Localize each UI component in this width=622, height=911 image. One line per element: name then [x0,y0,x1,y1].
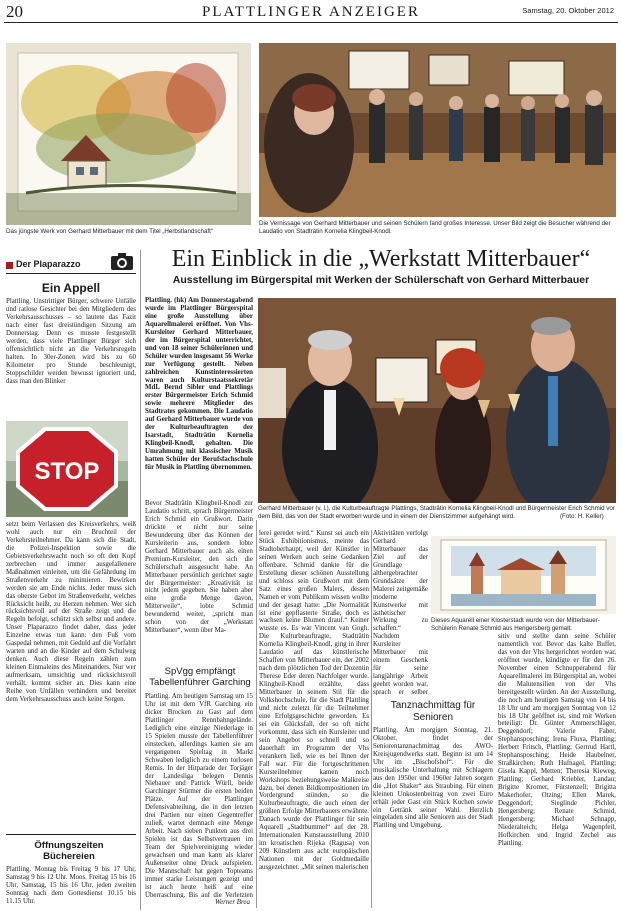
header-rule [4,22,618,23]
plaparazzo-marker [6,262,13,269]
toast-caption: Gerhard Mitterbauer (v. l.), die Kulturbeauftragte Plattlings, Stadträtin Kornelia Klingbeil-Knodl und Bürgermeister Erich Schmid vor dem Bild, das von der Stadt erworben wurde und in einem der Dienstzimmer aufgehängt wird. [258,505,615,520]
column-divider-2 [256,520,257,908]
stop-sign-photo [6,421,128,517]
tanz-text: Plattling. Am morgigen Sonntag, 21. Oktober, findet der Seniorentanznachmittag des AWO-Kreisjugendwerks statt. Beginn ist um 14 Uhr im „Bischofshof“. Für die musikalische Unterhaltung mit Schlagern aus den 1950er und 1960er Jahren sorgen die „Hot Shaker“ aus Straubing. Für einen kleinen Unkostenbeitrag von zwei Euro erhält jeder Gast ein Stück Kuchen sowie ein Getränk seiner Wahl. Herzlich eingeladen sind alle Senioren aus der Stadt Plattling und Umgebung. [373,727,493,830]
appell-text-top: Plattling. Unstrittiger Bürger, schwere Unfälle und ratlose Gesichter bei den Mitgliedern des Verkehrsausschusses – so lautete das Fazit nach einer fast dreistündigen Sitzung am Donnerstag. Denn es musste festgestellt werden, dass viele Plattlinger Bürger sich offensichtlich nicht an die Verkehrsregeln halten. In 30er-Zonen wird bis zu 60 Kilometer pro Stunde beschleunigt, Stoppschilder werden bewusst ignoriert und, dass man den Blinker [6,298,136,385]
toast-credit: (Foto: H. Keller) [560,513,604,520]
crowd-photo [259,43,616,217]
aquarell-caption: Dieses Aquarell einer Klosterstadt wurde von der Mitterbauer-Schülerin Renate Schmid aus Hengersberg gemalt. [431,617,600,632]
lead-paragraph: Plattling. (hk) Am Donnerstagabend wurde im Plattlinger Bürgerspital eine große Ausstellung über Aquarellmalerei eröffnet. Von Vhs-Kursleiter Gerhard Mitterbauer, der im Bürgerspital unterrichtet, und von 18 seiner Schülerinnen und Schüler wurden insgesamt 56 Werke zur Verfügung gestellt. Neben zahlreichen Kunstinteressierten waren auch Kulturstaatssekretär MdL Bernd Sibler und Plattlings erster Bürgermeister Erich Schmid sowie mehrere Mitglieder des Stadtrates gekommen. Die Laudatio auf Gerhard Mitterbauer wurde von der Kulturbeauftragten der Isarstadt, Stadträtin Kornelia Klingbeil-Knodl, gehalten. Die Umrahmung mit klassischer Musik hatten Schüler der Berufsfachschule für Musik in Plattling übernommen. [145,297,253,472]
aquarell-photo [431,536,616,614]
column-divider [140,250,141,910]
column-2-text: lerei geredet wird.“ Kunst sei auch ein Stück Exhibitionismus, meinte das Stadtoberhaupt, weil der Künstler in seinen Werken auch seine Gedanken offenbare. Schmid dankte für die Erstellung dieser schönen Ausstellung und schloss sein Grußwort mit dem Satz eines großen Malers, dessen Namen er vom Publikum wissen wollte und der gesagt hatte: „Die Normalität ist eine gepflasterte Straße, doch es wachsen keine Blumen drauf.“ Keiner wusste es. Es war Vincent van Gogh. Die Kulturbeauftragte, Stadträtin Kornelia Klingbeil-Knodl, ging in ihrer Laudatio auf das künstlerische Schaffen von Mitterbauer ein, der 2002 nach dem plötzlichen Tod der Dozentin Therese Eder deren Nachfolger wurde. Klingbeil-Knodl erzählte, dass Mitterbauer in seinem Stil für die Volkshochschule, für die Stadt Plattling und nicht zuletzt für die Teilnehmer eine Erfolgsgeschichte geworden. Es sei ein Glücksfall, der so oft nicht vorkommt, dass sich ein Kursleiter und sein Angebot so schnell und so dauerhaft im Programm der Vhs verankern ließ, wie es bei Ihnen der Fall war. Für die fortgeschrittenen Kursteilnehmer kamen noch Workshops beziehungsweise Malkreise dazu, bei denen Bildkompositionen im Vordergrund stünden, so die Kulturbeauftragte, die auch einen der größten Erfolge Mitterbauers erwähnte. Danach wurde der Plattlinger für sein Aquarell „Stadtbummel“ auf der 28. Internationalen Kunstausstellung 2010 im kroatischen Rijeka (Ragusa) von 209 Künstlern aus acht europäischen Nationen mit der Goldmedaille ausgezeichnet. „Mit seinen malerischen [259,530,369,872]
plaparazzo-rule [6,273,136,274]
buecherei-text: Plattling. Montag bis Freitag 9 bis 17 Uhr, Samstag 9 bis 12 Uhr. Moos. Freitag 15 bis 16 Uhr, Samstag, 15 bis 16 Uhr, jeden zweiten Sonntag nach dem Gottesdienst 10.15 bis 11.15 Uhr. [6,866,136,905]
spvgg-title: SpVgg empfängt Tabellenführer Garching [149,666,251,688]
main-subhead: Ausstellung im Bürgerspital mit Werken der Schülerschaft von Gerhard Mitterbauer [172,274,590,286]
newspaper-title: PLATTLINGER ANZEIGER [202,4,420,20]
buecherei-title: Öffnungszeiten Büchereien [34,840,104,862]
appell-title: Ein Appell [41,281,101,295]
painting-photo [6,43,251,225]
appell-text-bottom: setzt beim Verlassen des Kreisverkehrs, weiß wohl auch nur ein Bruchteil der Verkehrsteilnehmer. Da kann sich die Stadt, die Polizei-Inspektion sowie die Gebietsverkehrswacht noch so oft den Kopf zerbrechen und immer ausgefallenere Maßnahmen einleiten, um die Gefährdung im Straßenverkehr zu minimieren. Bewirken werden sie am Ende nichts. Jeder muss sich das oberste Gebot im Straßenverkehr, welches Rücksicht heißt, zu Herzen nehmen. Wer sich rücksichtsvoll auf der Straße zeigt und die Regeln befolgt, schützt sich selbst und andere. Unser Plaparazzo findet daher, dass jeder Einzelne etwas tun kann: den Fuß vom Gaspedal nehmen, mit Geduld auf die Vorfahrt warten und an die Kinder auf dem Schulweg denken. Auch diese Regeln zählen zum kleinen Einmaleins des Miteinanders. Nur wer aufmerksam, umsichtig und rücksichtsvoll verhält, kommt sicher an. Dies kann eine Reihe von Unfällen verhindern und bereitet dem Verkehrsausschuss auch keine Sorgen. [6,521,136,703]
painting-caption: Das jüngste Werk von Gerhard Mitterbauer mit dem Titel „Herbstlandschaft“ [6,228,213,235]
tanz-title: Tanznachmittag für Senioren [390,700,476,723]
crowd-caption: Die Vernissage von Gerhard Mitterbauer und seinen Schülern fand großes Interesse. Unser Bild zeigt die Besucher während der Laudatio von Stadträtin Kornelia Klingbeil-Knodl. [259,220,611,235]
page-number: 20 [6,2,23,21]
spvgg-author: Werner Brea [215,899,250,906]
plaparazzo-label: Der Plaparazzo [16,259,81,269]
column-4-text: sitiv und stellte dann seine Schüler namentlich vor. Bevor das kalte Buffet, das von der Vhs hergerichtet worden war, eröffnet wurde, kündigte er für den 26. November einen Schnupperabend für Aquarellmalerei im Bürgerspital an, wobei die Malutensilien von der Vhs bereitgestellt würden. An der Ausstellung, die noch am heutigen Samstag von 14 bis 18 Uhr und am morgigen Sonntag von 12 bis 18 Uhr geöffnet ist, sind mit Werken beteiligt: Dr. Günter Ammerschläger, Deggendorf; Valerie Faber, Stephansposching; Irena Fluxa, Plattling; Herbert Fritsch, Plattling; Gertrud Hartl, Stephansposching; Heide Haubelner, Straßkirchen; Ruth Hufnagel, Plattling; Gisela Kappl, Metten; Theresia Kieweg, Plattling; Gerhard Kriebler, Landau; Brigitte Kromer, Fürstenzell; Brigitta Makerhofer, Otzing; Ellen Marek, Deggendorf; Sieglinde Pichler, Hengersberg; Renate Schmid, Hengersberg; Michael Schnapp, Niederalteich; Helga Wagenpfeil, Hofkirchen und Ingrid Zechel aus Plattling. [498,633,616,847]
column-divider-3 [371,530,372,908]
issue-date: Samstag, 20. Oktober 2012 [522,6,614,15]
toast-photo [258,298,616,503]
stop-sign-text: STOP [34,458,100,485]
column-1-text: Bevor Stadträtin Klingbeil-Knodl zur Laudatio schritt, sprach Bürgermeister Erich Schmid ein Grußwort. Darin drückte er nicht nur seine Bewunderung über das Können der Kursleiterin aus, sondern lobte Gerhard Mitterbauer auch als einen Premium-Kursleiter, den sich die Schülerschaft ausgesucht habe. An Mitterbauer persönlich gerichtet sagte der Bürgermeister: „Kreativität ist nicht jedem gegeben. Sie haben aber eine große Menge davon, Mitterweile“, lobte Schmid bewundernd weiter, „spricht man schon von der „Werkstatt Mitterbauer“, wenn über Ma- [145,500,253,635]
spvgg-text: Plattling. Am heutigen Samstag um 15 Uhr ist mit dem VfR Garching ein dicker Brocken zu Gast auf dem Plattlinger Rennbahngelände. Lediglich eine einzige Niederlage in 15 Spielen musste der Tabellenführer einstecken, allerdings kamen sie am vergangenen Spieltag in Markt Schwaben lediglich zu einem torlosen Remis. In der Hitparade der Torjäger der Landesliga belegen Dennis Niebauer und Patrick Würll, beide Garchinger Stürmer die ersten beiden Plätze. Auf der Plattlinger Defensivabteilung, die in den letzten drei Partien nur einen Gegentreffer zuließ, wartet demnach eine Menge Arbeit. Nach sieben Punkten aus drei Spielen ist das Selbstvertrauen im Team der Spielvereinigung wieder gewachsen und man kann als klarer Außenseiter ohne Druck aufspielen. Die Mannschaft hat gegen Topteams immer starke Leistungen gezeigt und ist auch heute heiß auf eine Überraschung. Bis auf die Verletzten [145,693,253,898]
column-3-text: Aktivitäten verfolgt Gerhard Mitterbauer das Ziel auf der Grundlage althergebrachter Grundsätze der Malerei zeitgemäße moderne Kunstwerke mit ästhetischer Wirkung zu schaffen.“ Nachdem Kursleiter Mitterbauer mit einem Geschenk für seine langjährige Arbeit geehrt worden war, sprach er selber [373,530,428,695]
main-headline: Ein Einblick in die „Werkstatt Mitterbauer“ [171,246,591,272]
plaparazzo-bottom-rule [6,834,136,835]
